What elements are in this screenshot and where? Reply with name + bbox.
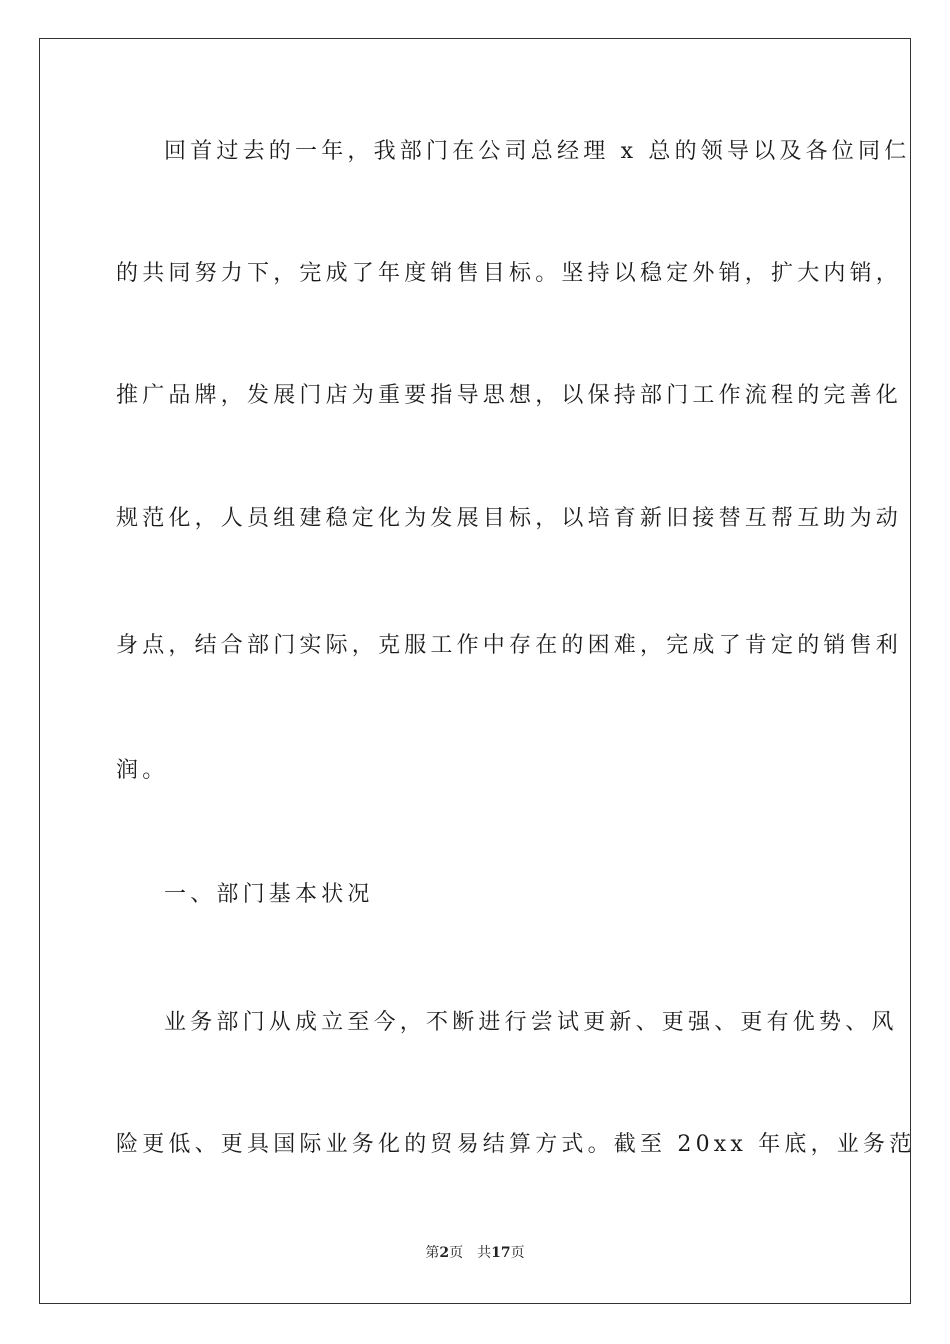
section-heading: 一、部门基本状况 [164, 882, 374, 907]
paragraph-line-1: 回首过去的一年，我部门在公司总经理 x 总的领导以及各位同仁 [164, 139, 911, 164]
footer-page-current: 2 [439, 1245, 450, 1261]
paragraph-line-3: 推广品牌，发展门店为重要指导思想，以保持部门工作流程的完善化 [116, 383, 903, 408]
paragraph-line-2: 的共同努力下，完成了年度销售目标。坚持以稳定外销，扩大内销， [116, 261, 903, 286]
paragraph-line-8: 险更低、更具国际业务化的贸易结算方式。截至 20xx 年底，业务范 [116, 1132, 916, 1157]
page-border [39, 38, 916, 1304]
paragraph-line-6: 润。 [116, 758, 169, 783]
paragraph-line-7: 业务部门从成立至今，不断进行尝试更新、更强、更有优势、风 [164, 1010, 898, 1035]
footer-page-unit: 页 [449, 1245, 464, 1261]
footer-total-prefix: 共 [477, 1245, 492, 1261]
paragraph-line-4: 规范化，人员组建稳定化为发展目标，以培育新旧接替互帮互助为动 [116, 506, 903, 531]
footer-page-total: 17 [491, 1245, 511, 1261]
footer-total-unit: 页 [510, 1245, 525, 1261]
page-footer [0, 1244, 950, 1262]
footer-page-prefix: 第 [425, 1245, 440, 1261]
paragraph-line-5: 身点，结合部门实际，克服工作中存在的困难，完成了肯定的销售利 [116, 633, 903, 658]
